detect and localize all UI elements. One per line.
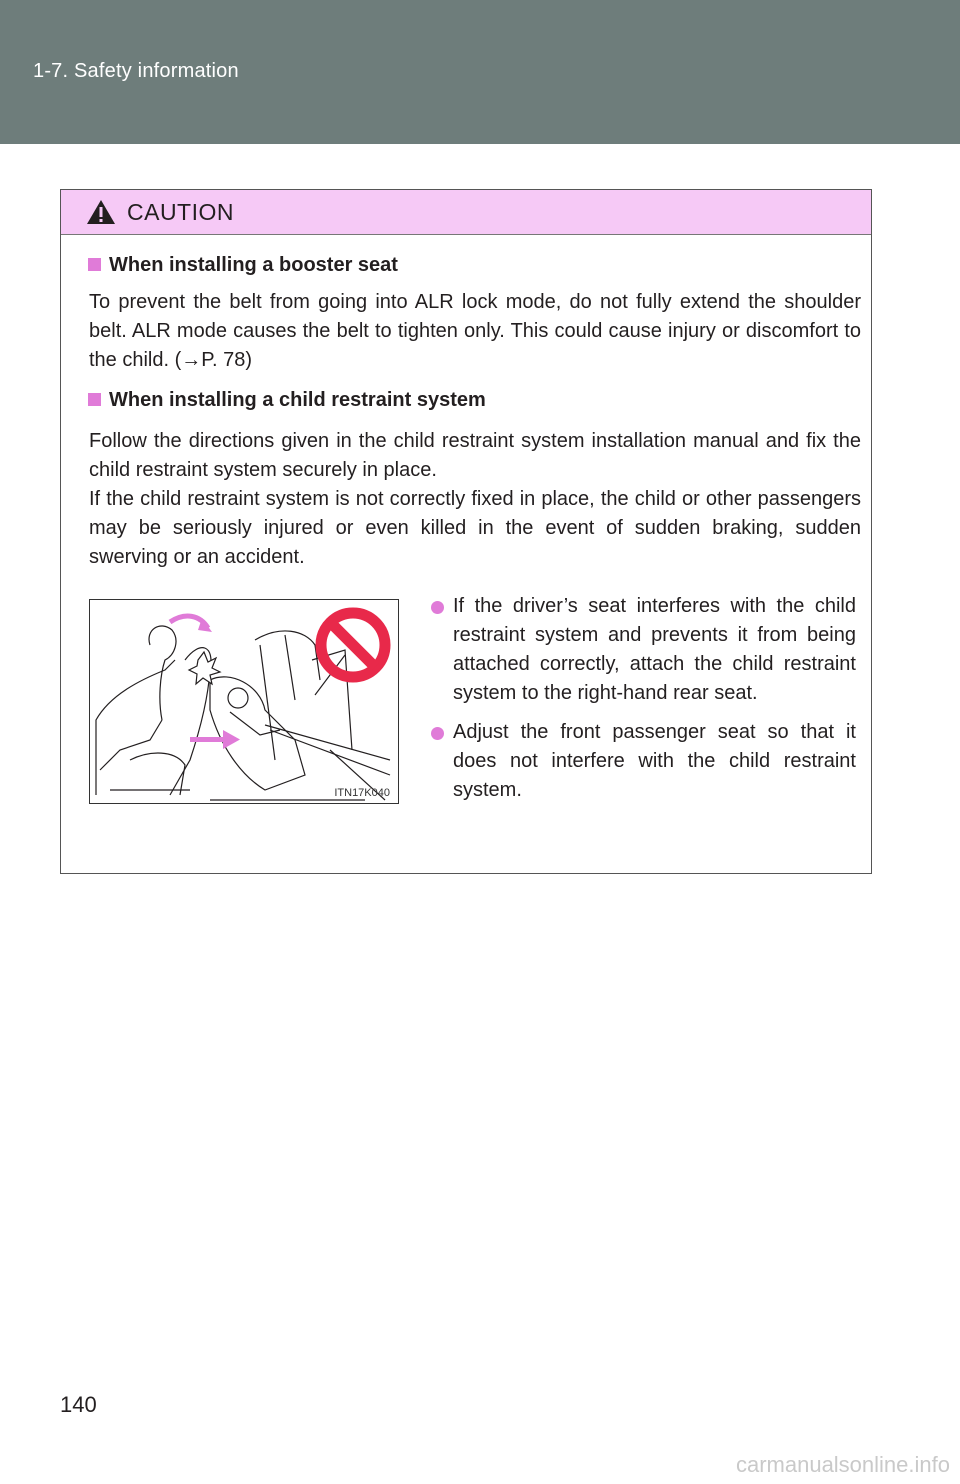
list-item: If the driver’s seat interferes with the child restraint system and prevents it from being attached correctly, attach the child restraint system to the right-hand rear seat. — [431, 592, 856, 708]
section-title: 1-7. Safety information — [33, 60, 239, 82]
round-bullet-icon — [431, 601, 444, 614]
illustration-seat-interference — [89, 599, 399, 804]
paragraph-booster-seat: To prevent the belt from going into ALR lock mode, do not fully extend the shoulder belt. ALR mode causes the belt to tighten only. This could cause injury or discomfort to the child. (→P. 78) — [89, 291, 861, 371]
paragraph-installation-manual: Follow the directions given in the child restraint system installation manual and fix the child restraint system securely in place. — [89, 430, 861, 481]
page-number: 140 — [60, 1392, 97, 1417]
round-bullet-icon — [431, 727, 444, 740]
page-header — [0, 0, 960, 144]
illustration-code: ITN17K040 — [334, 787, 390, 799]
subheading-booster-seat: When installing a booster seat — [88, 254, 398, 277]
square-bullet-icon — [88, 258, 101, 271]
watermark: carmanualsonline.info — [735, 1452, 950, 1477]
caution-title: CAUTION — [127, 199, 234, 225]
bullet-list — [431, 592, 856, 815]
subheading-child-restraint: When installing a child restraint system — [88, 389, 486, 412]
caution-header — [61, 190, 871, 235]
warning-triangle-icon — [86, 199, 116, 225]
list-item: Adjust the front passenger seat so that it does not interfere with the child restraint system. — [431, 718, 856, 805]
paragraph-injury-warning: If the child restraint system is not correctly fixed in place, the child or other passengers may be seriously injured or even killed in the event of sudden braking, sudden swerving or an accident. — [89, 488, 861, 568]
square-bullet-icon — [88, 393, 101, 406]
prohibition-icon — [321, 613, 385, 677]
seat-interference-drawing — [90, 600, 399, 804]
caution-box — [60, 189, 872, 874]
